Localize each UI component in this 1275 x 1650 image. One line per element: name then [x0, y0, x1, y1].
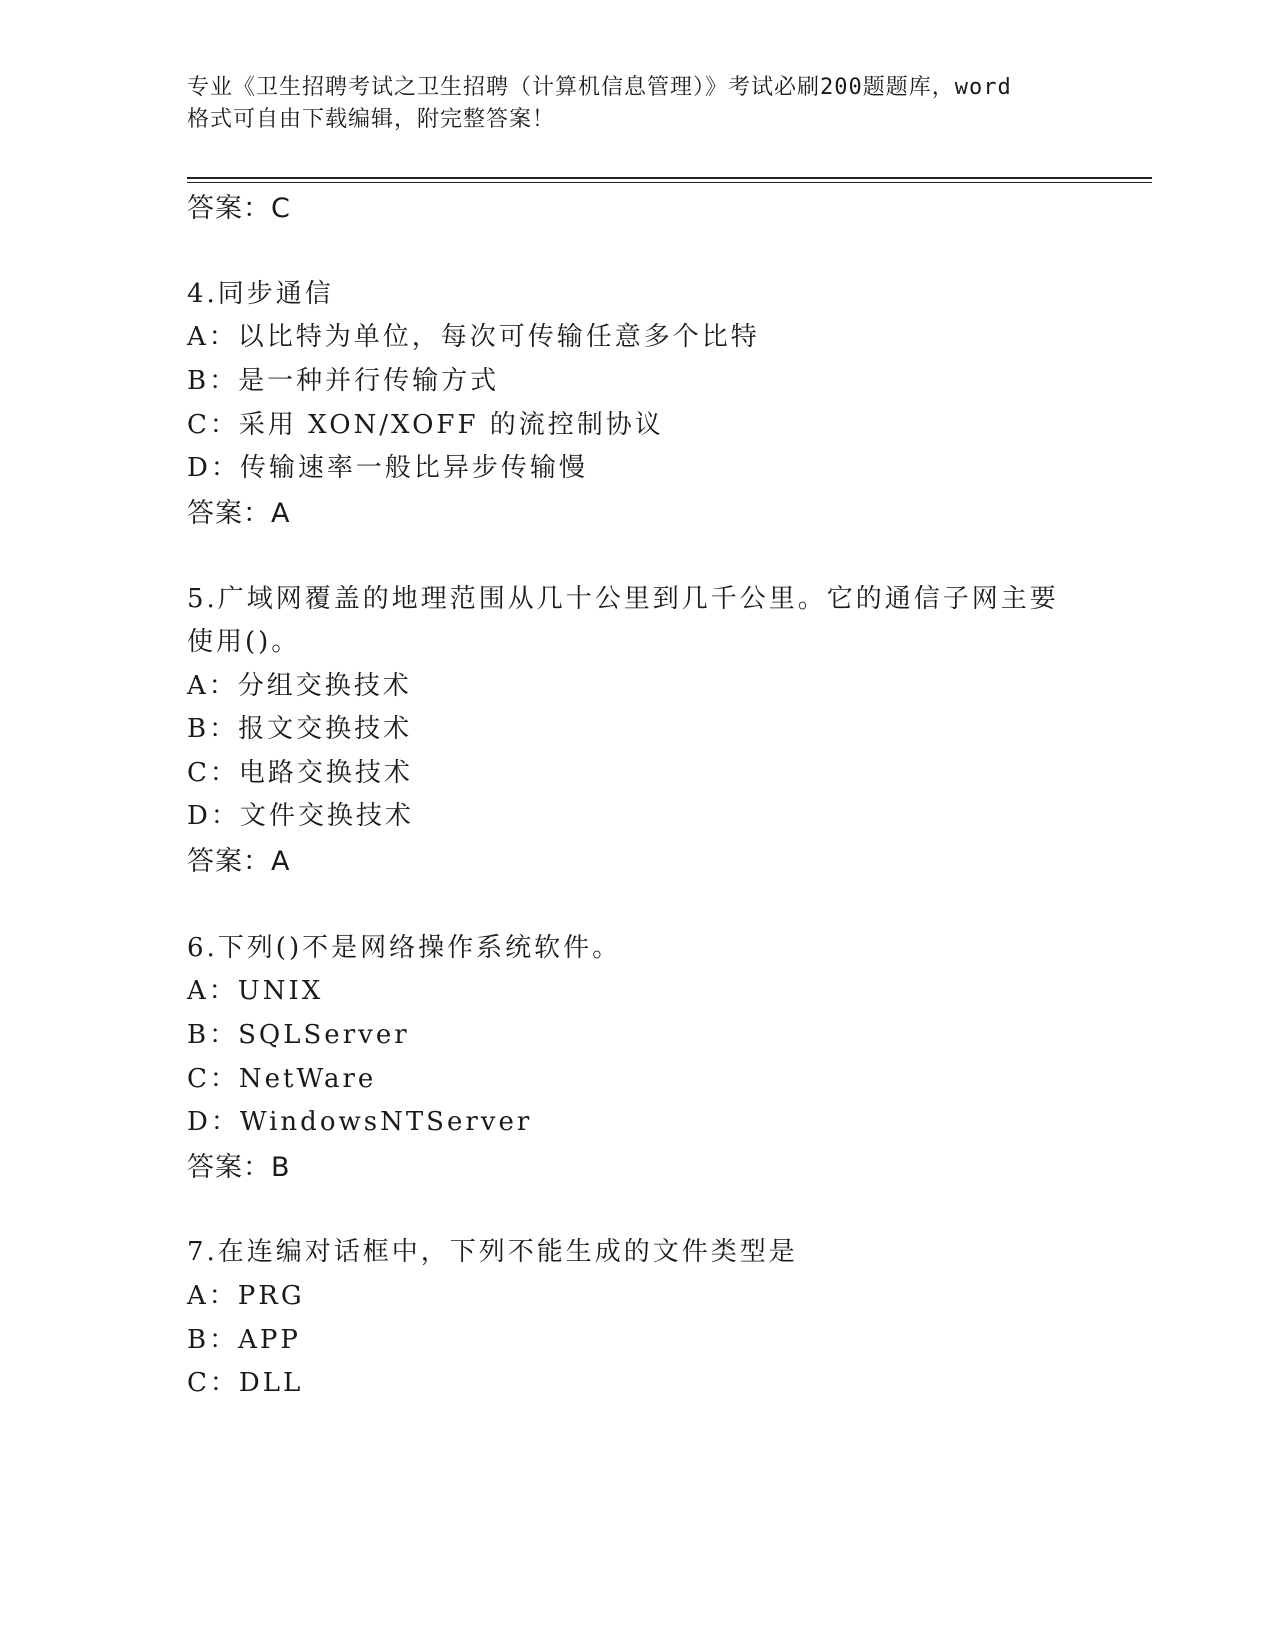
header-divider-thick — [187, 177, 1152, 179]
header-line-1: 专业《卫生招聘考试之卫生招聘（计算机信息管理）》考试必刷200题题库，word — [187, 75, 1012, 100]
q6-option-a: A：UNIX — [187, 976, 324, 1006]
q5-option-b: B：报文交换技术 — [187, 714, 413, 744]
q4-option-a: A：以比特为单位，每次可传输任意多个比特 — [187, 322, 760, 352]
header-line-2: 格式可自由下载编辑，附完整答案！ — [187, 107, 556, 132]
q5-option-a: A：分组交换技术 — [187, 671, 412, 701]
document-header — [187, 72, 1087, 136]
q6-option-d: D：WindowsNTServer — [187, 1107, 533, 1137]
q7-option-c: C：DLL — [187, 1368, 304, 1398]
q4-answer: 答案：A — [187, 498, 291, 529]
answer-prev: 答案：C — [187, 193, 291, 224]
q6-question: 6.下列()不是网络操作系统软件。 — [187, 933, 622, 963]
q4-question: 4.同步通信 — [187, 279, 334, 309]
q4-option-b: B：是一种并行传输方式 — [187, 366, 500, 396]
q5-question-line-2: 使用()。 — [187, 627, 301, 657]
q7-option-a: A：PRG — [187, 1281, 305, 1311]
q6-option-c: C：NetWare — [187, 1064, 377, 1094]
q5-answer: 答案：A — [187, 846, 291, 877]
q4-option-d: D：传输速率一般比异步传输慢 — [187, 453, 588, 483]
q6-answer: 答案：B — [187, 1152, 291, 1183]
q7-option-b: B：APP — [187, 1325, 301, 1355]
q4-option-c: C：采用 XON/XOFF 的流控制协议 — [187, 410, 664, 440]
q5-option-d: D：文件交换技术 — [187, 801, 414, 831]
q7-question: 7.在连编对话框中，下列不能生成的文件类型是 — [187, 1237, 798, 1267]
q6-option-b: B：SQLServer — [187, 1020, 410, 1050]
q5-question-line-1: 5.广域网覆盖的地理范围从几十公里到几千公里。它的通信子网主要 — [187, 584, 1059, 614]
q5-option-c: C：电路交换技术 — [187, 758, 413, 788]
header-divider-thin — [187, 182, 1152, 183]
